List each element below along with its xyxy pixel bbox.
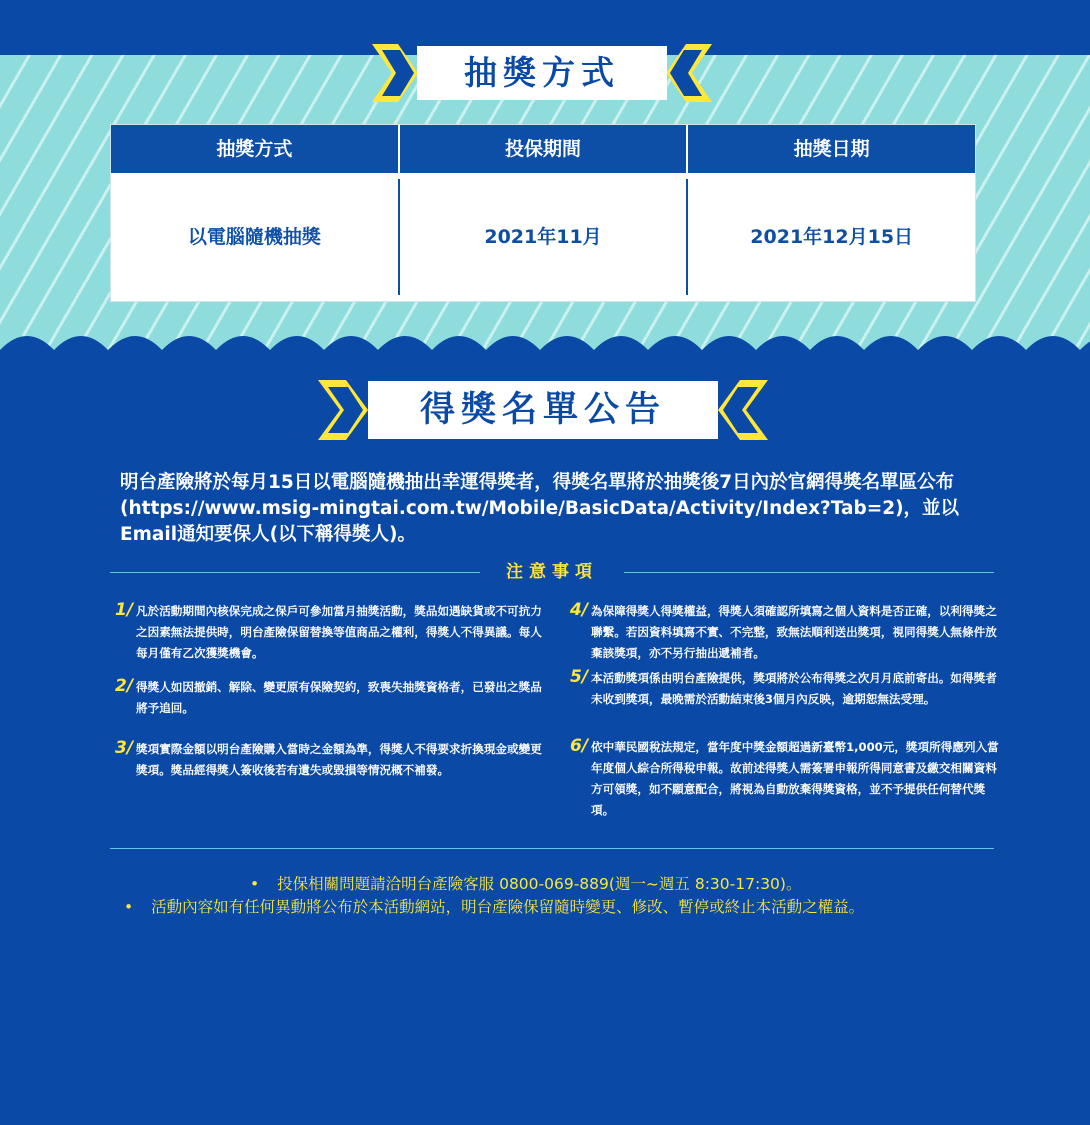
note-number: 1/ (115, 600, 134, 620)
table-row (111, 173, 975, 301)
bullet-icon: • (250, 875, 260, 893)
note-item (570, 737, 1000, 821)
note-number: 2/ (115, 676, 134, 696)
banner-title: 得獎名單公告 (368, 381, 718, 439)
draw-method-banner (372, 42, 712, 104)
winners-announcement-banner (318, 378, 768, 442)
wave-divider (0, 328, 1090, 368)
note-text: 為保障得獎人得獎權益，得獎人須確認所填寫之個人資料是否正確，以利得獎之聯繫。若因資料填寫不實、不完整，致無法順利送出獎項，視同得獎人無條件放棄該獎項，亦不另行抽出遞補者。 (591, 604, 997, 660)
service-contact-line (250, 873, 801, 895)
table-header-cell: 投保期間 (400, 125, 689, 173)
draw-info-table (110, 124, 976, 302)
note-text: 得獎人如因撤銷、解除、變更原有保險契約，致喪失抽獎資格者，已發出之獎品將予追回。 (136, 680, 542, 715)
winners-announcement-text: 明台產險將於每月15日以電腦隨機抽出幸運得獎者，得獎名單將於抽獎後7日內於官網得獎名單區公布(https://www.msig-mingtai.com.tw/Mobile/BasicData/Activity/Index?Tab=2)，並以Email通知要保人(以下稱得獎人)。 (120, 472, 960, 545)
note-number: 5/ (570, 667, 589, 687)
note-number: 3/ (115, 738, 134, 758)
notes-title: 注意事項 (506, 562, 598, 582)
note-item (570, 601, 1000, 664)
note-item (115, 677, 552, 719)
note-item (570, 668, 1000, 710)
note-item (115, 601, 552, 664)
banner-title: 抽獎方式 (417, 46, 667, 100)
notes-heading (110, 560, 994, 584)
activity-notice-line (124, 896, 864, 918)
table-header-cell: 抽獎日期 (793, 138, 870, 160)
table-cell: 以電腦隨機抽獎 (111, 179, 400, 295)
note-item (115, 739, 552, 781)
divider-line (110, 848, 994, 849)
contact-text: 投保相關問題請洽明台產險客服 0800-069-889(週一~週五 8:30-17:30)。 (277, 875, 802, 893)
bullet-icon: • (124, 898, 134, 916)
notice-text: 活動內容如有任何異動將公布於本活動網站，明台產險保留隨時變更、修改、暫停或終止本活動之權益。 (151, 898, 865, 916)
note-number: 6/ (570, 736, 589, 756)
note-text: 凡於活動期間內核保完成之保戶可參加當月抽獎活動，獎品如遇缺貨或不可抗力之因素無法提供時，明台產險保留替換等值商品之權利，得獎人不得異議。每人每月僅有乙次獲獎機會。 (136, 604, 542, 660)
note-text: 獎項實際金額以明台產險購入當時之金額為準，得獎人不得要求折換現金或變更獎項。獎品經得獎人簽收後若有遺失或毀損等情況概不補發。 (136, 742, 542, 777)
note-text: 本活動獎項係由明台產險提供，獎項將於公布得獎之次月月底前寄出。如得獎者未收到獎項，最晚需於活動結束後3個月內反映，逾期恕無法受理。 (591, 671, 997, 706)
note-number: 4/ (570, 600, 589, 620)
table-cell: 2021年11月 (400, 179, 689, 295)
table-header-row (111, 125, 975, 173)
table-header-cell: 抽獎方式 (111, 125, 400, 173)
table-cell: 2021年12月15日 (750, 226, 914, 248)
note-text: 依中華民國稅法規定，當年度中獎金額超過新臺幣1,000元，獎項所得應列入當年度個人綜合所得稅申報。故前述得獎人需簽署申報所得同意書及繳交相關資料方可領獎，如不願意配合，將視為自動放棄得獎資格，並不予提供任何替代獎項。 (591, 740, 999, 817)
